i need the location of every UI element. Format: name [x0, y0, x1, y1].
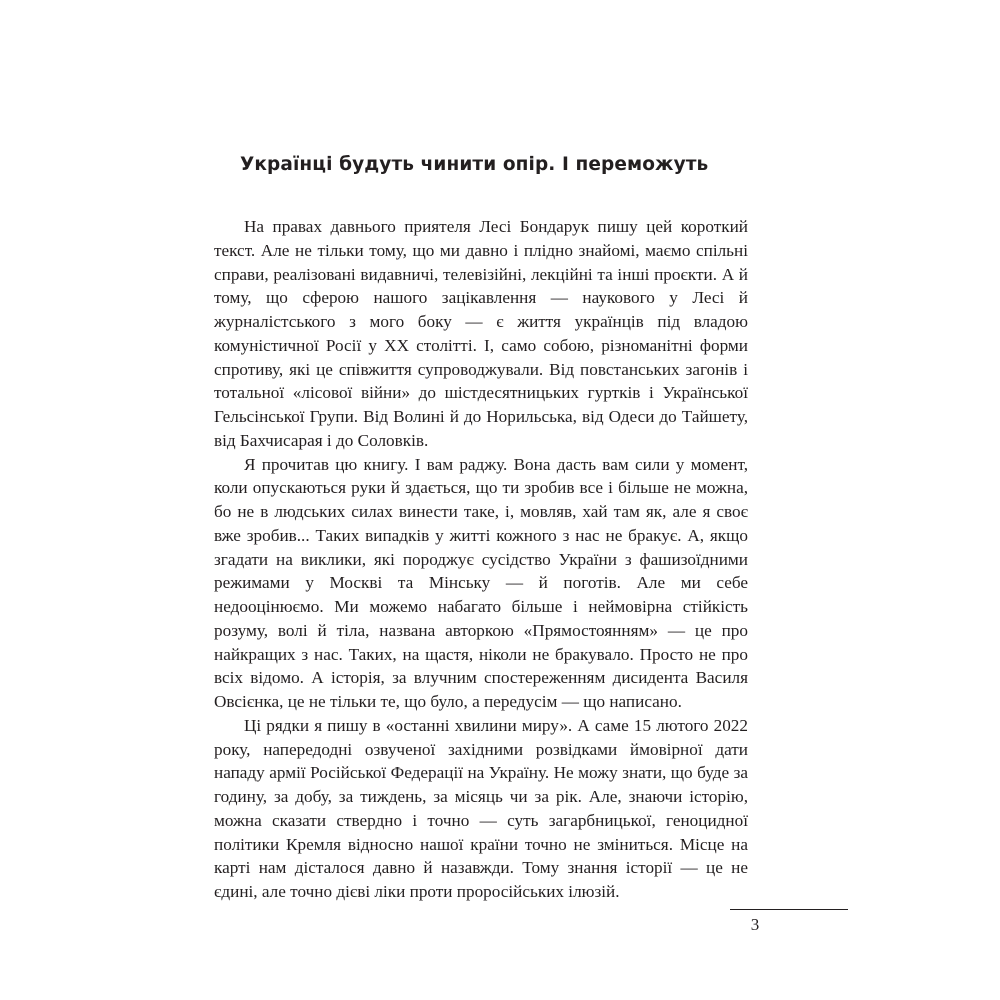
paragraph-3: Ці рядки я пишу в «останні хвилини миру». А саме 15 лютого 2022 року, напередодні озвученої західними розвідками ймовірної дати нападу армії Російської Федерації на Україну. Не можу знати, що буде за годину, за добу, за тиждень, за місяць чи за рік. Але, знаючи історію, можна сказати ствердно і точно — суть загарбницької, геноцидної політики Кремля відносно нашої країни точно не зміниться. Місце на карті нам дісталося давно й назавжди. Тому знання історії — це не єдині, але точно дієві ліки проти проросійських ілюзій.	[214, 715, 748, 901]
page-number: 3	[750, 915, 760, 934]
chapter-body	[214, 215, 748, 904]
chapter-title: Українці будуть чинити опір. І переможуть	[240, 154, 709, 175]
footer-rule	[730, 909, 848, 910]
paragraph-2: Я прочитав цю книгу. І вам раджу. Вона дасть вам сили у момент, коли опускаються руки й здається, що ти зробив все і більше не можна, бо не в людських силах винести таке, і, мовляв, хай там як, але я своє вже зробив... Таких випадків у житті кожного з нас не бракує. А, якщо згадати на виклики, які породжує сусідство України з фашизоїдними режимами у Москві та Мінську — й поготів. Але ми себе недооцінюємо. Ми можемо набагато більше і неймовірна стійкість розуму, волі й тіла, названа авторкою «Прямостоянням» — це про найкращих з нас. Таких, на щастя, ніколи не бракувало. Просто не про всіх відомо. А історія, за влучним спостереженням дисидента Василя Овсієнка, це не тільки те, що було, а передусім — що написано.	[214, 454, 748, 711]
paragraph-1: На правах давнього приятеля Лесі Бондарук пишу цей короткий текст. Але не тільки тому, що ми давно і плідно знайомі, маємо спільні справи, реалізовані видавничі, телевізійні, лекційні та інші проєкти. А й тому, що сферою нашого зацікавлення — наукового у Лесі й журналістського з мого боку — є життя українців під владою комуністичної Росії у ХХ столітті. І, само собою, різноманітні форми спротиву, які це співжиття супроводжували. Від повстанських загонів і тотальної «лісової війни» до шістдесятницьких гуртків і Української Гельсінської Групи. Від Волині й до Норильська, від Одеси до Тайшету, від Бахчисарая і до Соловків.	[214, 217, 748, 450]
